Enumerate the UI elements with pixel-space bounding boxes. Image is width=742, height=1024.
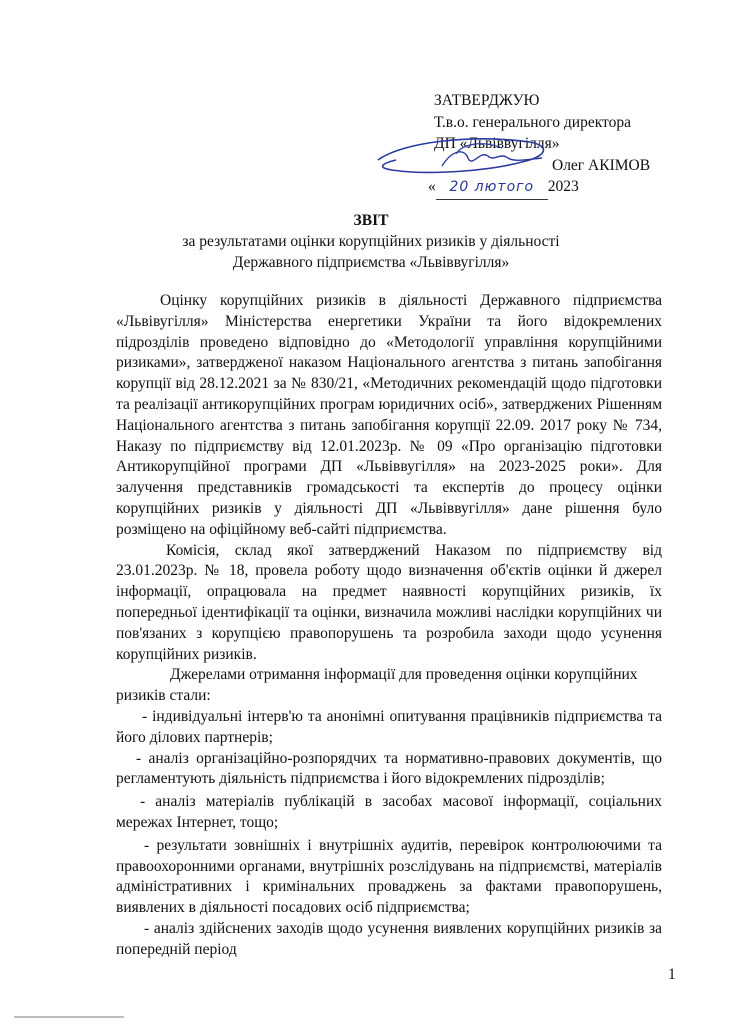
scan-edge-mark xyxy=(14,1016,124,1018)
handwritten-date: 20 лютого xyxy=(436,177,548,200)
approval-date: « 20 лютого 2023 xyxy=(428,176,650,200)
document-body xyxy=(116,291,662,961)
bullet-item: - аналіз організаційно-розпорядчих та нормативно-правових документів, що регламентують діяльність підприємства і його відокремлених підрозділів; xyxy=(116,749,662,788)
title-line-2: Державного підприємства «Львіввугілля» xyxy=(232,254,510,271)
paragraph-1: Оцінку корупційних ризиків в діяльності Державного підприємства «Львівугілля» Міністерства енергетики України та його відокремлених підрозділів проведено відповідно до «Методології управління корупційними ризиками», затвердженої наказом Національного агентства з питань запобігання корупції від 28.12.2021 за № 830/21, «Методичних рекомендацій щодо підготовки та реалізації антикорупційних програм юридичних осіб», затверджених Рішенням Національного агентства з питань запобігання корупції 22.09. 2017 року № 734, Наказу по підприємству від 12.01.2023р. № 09 «Про організацію підготовки Антикорупційної програми ДП «Львіввугілля» на 2023-2025 роки». Для залучення представників громадськості та експертів до процесу оцінки корупційних ризиків у діяльності ДП «Львіввугілля» дане рішення було розміщено на офіційному веб-сайті підприємства. xyxy=(116,292,662,538)
signature-mark xyxy=(372,120,572,200)
bullet-item: - результати зовнішніх і внутрішніх аудитів, перевірок контролюючими та правоохоронними органами, внутрішніх розслідувань на підприємстві, матеріалів адміністративних і кримінальних проваджень за фактами правопорушень, виявлених в діяльності посадових осіб підприємства; xyxy=(116,836,662,917)
page-number: 1 xyxy=(668,966,676,983)
title-heading: ЗВІТ xyxy=(353,212,389,229)
paragraph-3: Джерелами отримання інформації для проведення оцінки корупційних ризиків стали: xyxy=(116,666,638,705)
approval-position: Т.в.о. генерального директора xyxy=(434,113,631,131)
approval-signer: Олег АКІМОВ xyxy=(552,156,651,174)
bullet-item: - аналіз здійснених заходів щодо усунення виявлених корупційних ризиків за попередній період xyxy=(116,919,662,958)
bullet-item: - аналіз матеріалів публікацій в засобах масової інформації, соціальних мережах Інтернет, тощо; xyxy=(116,793,662,831)
document-title xyxy=(0,210,742,273)
approval-heading: ЗАТВЕРДЖУЮ xyxy=(434,92,540,109)
paragraph-2: Комісія, склад якої затверджений Наказом по підприємству від 23.01.2023р. № 18, провела роботу щодо визначення об'єктів оцінки й джерел інформації, опрацювала на предмет наявності корупційних ризиків, їх попередньої ідентифікації та оцінки, визначила можливі наслідки корупційних чи пов'язаних з корупцією правопорушень та розробила заходи щодо усунення корупційних ризиків. xyxy=(116,541,662,663)
approval-company: ДП «Львіввугілля» xyxy=(434,135,560,152)
title-line-1: за результатами оцінки корупційних ризиків у діяльності xyxy=(182,233,560,250)
bullet-item: - індивідуальні інтерв'ю та анонімні опитування працівників підприємства та його ділових партнерів; xyxy=(116,707,662,746)
